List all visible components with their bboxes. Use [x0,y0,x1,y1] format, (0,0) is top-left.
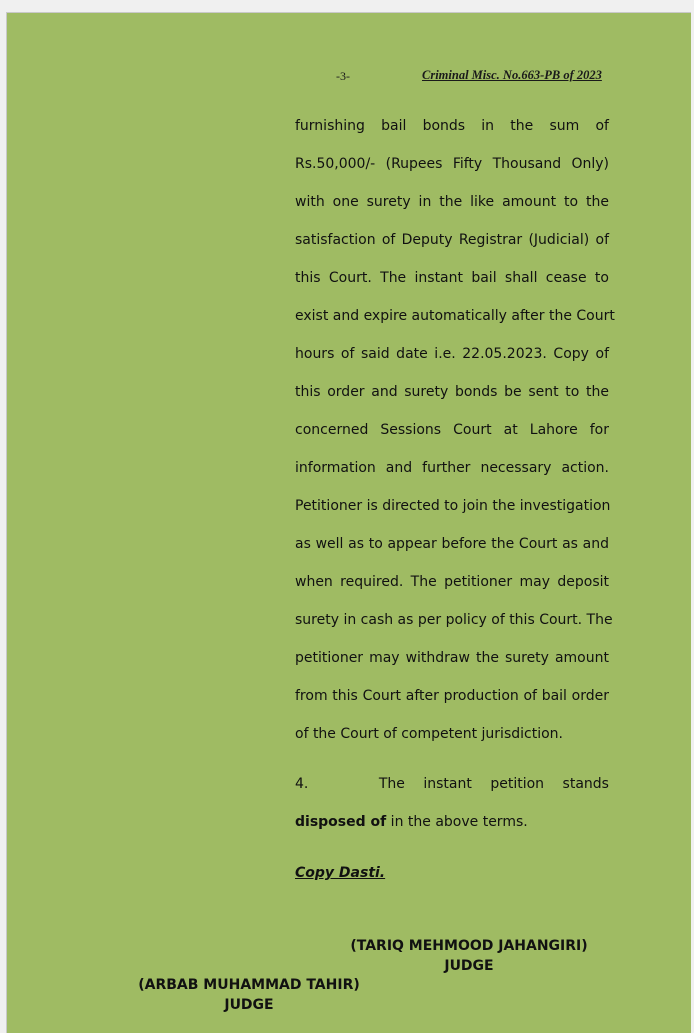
paragraph-line: as well as to appear before the Court as and [295,536,609,552]
paragraph-line: furnishing bail bonds in the sum of [295,118,609,134]
paragraph-line: of the Court of competent jurisdiction. [295,726,563,742]
copy-dasti: Copy Dasti. [295,865,386,881]
page-number: -3- [336,69,350,83]
disposal-rest-text: in the above terms. [386,814,528,830]
judge-title: JUDGE [444,958,494,974]
disposal-line [295,811,528,833]
case-number-heading: Criminal Misc. No.663-PB of 2023 [422,68,602,82]
paragraph-line: surety in cash as per policy of this Court. The [295,612,613,628]
paragraph-4-word: petition [490,776,545,792]
judge-name: (ARBAB MUHAMMAD TAHIR) [138,977,360,993]
paragraph-4-word: The [378,776,405,792]
paragraph-line: when required. The petitioner may deposit [295,574,609,590]
judge-title: JUDGE [224,997,274,1013]
paragraph-line: Rs.50,000/- (Rupees Fifty Thousand Only) [295,156,609,172]
paragraph-line: from this Court after production of bail order [295,688,609,704]
paragraph-line: Petitioner is directed to join the investigation [295,498,611,514]
paragraph-4-line [295,773,609,795]
paragraph-line: this order and surety bonds be sent to the [295,384,609,400]
paragraph-line: exist and expire automatically after the Court [295,308,615,324]
order-paragraph [295,115,615,761]
paragraph-number: 4. [295,776,309,792]
paragraph-line: concerned Sessions Court at Lahore for [295,422,609,438]
disposed-of-text: disposed of [295,814,387,830]
paragraph-line: petitioner may withdraw the surety amount [295,650,609,666]
paragraph-4-word: instant [423,776,472,792]
judge-signature-block [335,936,603,976]
judge-signature-block [130,975,368,1015]
paragraph-line: hours of said date i.e. 22.05.2023. Copy of [295,346,609,362]
paragraph-line: satisfaction of Deputy Registrar (Judicial) of [295,232,609,248]
paragraph-line: with one surety in the like amount to the [295,194,609,210]
paragraph-line: this Court. The instant bail shall cease to [295,270,609,286]
paragraph-line: information and further necessary action. [295,460,609,476]
paragraph-4-word: stands [562,776,609,792]
judge-name: (TARIQ MEHMOOD JAHANGIRI) [350,938,588,954]
